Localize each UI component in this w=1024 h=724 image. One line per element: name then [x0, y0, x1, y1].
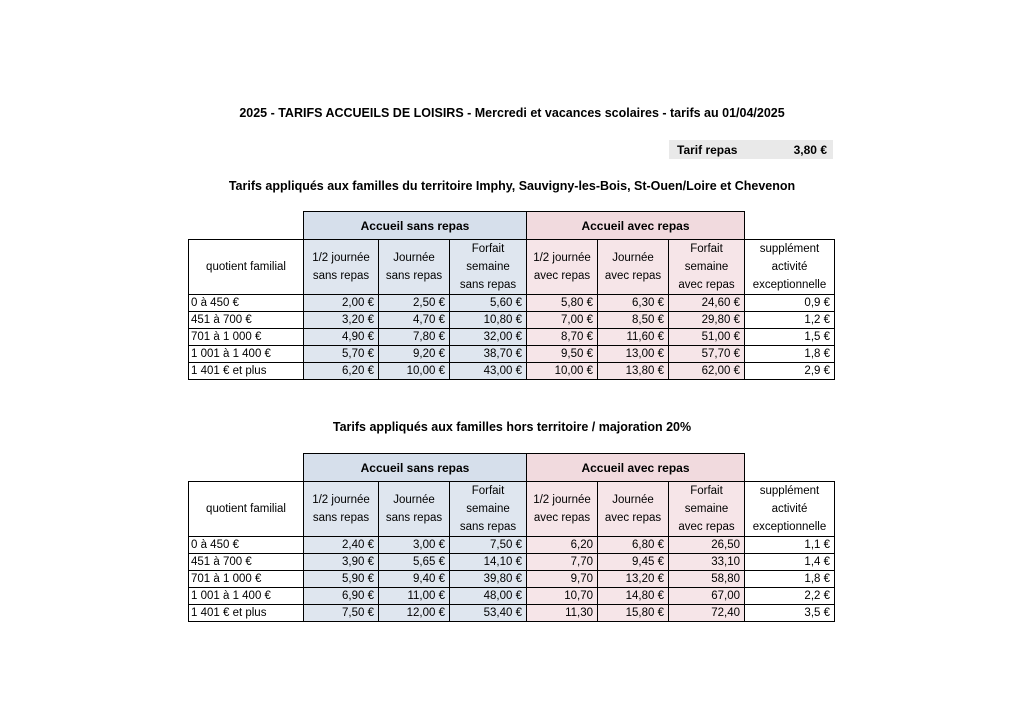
price-cell: 39,80 €	[450, 571, 527, 588]
header-line: Forfait	[690, 485, 723, 497]
price-cell: 4,70 €	[379, 312, 450, 329]
header-line: supplément	[759, 485, 820, 497]
meal-price-value: 3,80 €	[793, 143, 827, 157]
header-line: Journée	[612, 494, 654, 506]
group-header-no-meal: Accueil sans repas	[304, 454, 527, 482]
header-line: avec repas	[533, 512, 591, 524]
price-cell: 67,00	[669, 588, 745, 605]
price-cell: 7,80 €	[379, 329, 450, 346]
header-day-no-meal	[379, 482, 450, 537]
price-cell: 2,9 €	[745, 363, 835, 380]
table-row	[189, 571, 835, 588]
header-week-meal	[669, 240, 745, 295]
quotient-cell: 1 401 € et plus	[189, 605, 304, 622]
quotient-cell: 0 à 450 €	[189, 537, 304, 554]
header-line: semaine	[684, 503, 729, 515]
price-cell: 26,50	[669, 537, 745, 554]
header-line: sans repas	[459, 279, 517, 291]
table-row	[189, 329, 835, 346]
header-line: semaine	[466, 261, 510, 273]
price-cell: 1,4 €	[745, 554, 835, 571]
price-cell: 48,00 €	[450, 588, 527, 605]
table-row	[189, 363, 835, 380]
group-header-with-meal: Accueil avec repas	[527, 212, 745, 240]
header-line: Journée	[612, 252, 654, 264]
price-cell: 2,2 €	[745, 588, 835, 605]
meal-price-label: Tarif repas	[677, 143, 738, 157]
price-cell: 9,45 €	[598, 554, 669, 571]
quotient-cell: 1 401 € et plus	[189, 363, 304, 380]
price-cell: 5,90 €	[304, 571, 379, 588]
price-cell: 10,00 €	[527, 363, 598, 380]
price-cell: 62,00 €	[669, 363, 745, 380]
price-cell: 5,80 €	[527, 295, 598, 312]
group-header-with-meal: Accueil avec repas	[527, 454, 745, 482]
header-half-day-no-meal	[304, 240, 379, 295]
header-line: Journée	[393, 252, 435, 264]
header-line: exceptionnelle	[752, 521, 827, 533]
price-cell: 32,00 €	[450, 329, 527, 346]
price-cell: 24,60 €	[669, 295, 745, 312]
price-cell: 9,40 €	[379, 571, 450, 588]
price-cell: 7,70	[527, 554, 598, 571]
price-cell: 1,2 €	[745, 312, 835, 329]
header-half-day-meal	[527, 482, 598, 537]
meal-price-box	[669, 140, 833, 159]
table-row	[189, 554, 835, 571]
quotient-cell: 451 à 700 €	[189, 312, 304, 329]
header-week-no-meal	[450, 482, 527, 537]
price-cell: 5,60 €	[450, 295, 527, 312]
group-header-no-meal: Accueil sans repas	[304, 212, 527, 240]
table-row	[189, 346, 835, 363]
price-cell: 6,20	[527, 537, 598, 554]
header-day-meal	[598, 482, 669, 537]
table-row	[189, 295, 835, 312]
header-line: supplément	[759, 243, 820, 255]
header-line: Journée	[393, 494, 435, 506]
quotient-cell: 701 à 1 000 €	[189, 571, 304, 588]
header-line: sans repas	[385, 270, 443, 282]
header-quotient-familial: quotient familial	[189, 482, 304, 537]
price-cell: 51,00 €	[669, 329, 745, 346]
header-line: sans repas	[385, 512, 443, 524]
price-cell: 2,00 €	[304, 295, 379, 312]
price-cell: 14,80 €	[598, 588, 669, 605]
price-cell: 13,20 €	[598, 571, 669, 588]
price-cell: 1,5 €	[745, 329, 835, 346]
price-cell: 6,80 €	[598, 537, 669, 554]
price-cell: 0,9 €	[745, 295, 835, 312]
price-cell: 5,65 €	[379, 554, 450, 571]
table2-subtitle: Tarifs appliqués aux familles hors territoire / majoration 20%	[332, 420, 692, 434]
header-line: Forfait	[690, 243, 723, 255]
header-extra-activity	[745, 240, 835, 295]
header-line: Forfait	[471, 243, 505, 255]
price-cell: 9,50 €	[527, 346, 598, 363]
price-cell: 15,80 €	[598, 605, 669, 622]
price-cell: 11,60 €	[598, 329, 669, 346]
header-week-meal	[669, 482, 745, 537]
header-extra-activity	[745, 482, 835, 537]
price-cell: 1,8 €	[745, 346, 835, 363]
header-line: semaine	[466, 503, 510, 515]
price-cell: 4,90 €	[304, 329, 379, 346]
price-cell: 2,40 €	[304, 537, 379, 554]
price-cell: 13,00 €	[598, 346, 669, 363]
page-title: 2025 - TARIFS ACCUEILS DE LOISIRS - Mercredi et vacances scolaires - tarifs au 01/04/2025	[239, 106, 785, 120]
table-row	[189, 312, 835, 329]
price-cell: 3,5 €	[745, 605, 835, 622]
quotient-cell: 1 001 à 1 400 €	[189, 346, 304, 363]
header-line: 1/2 journée	[533, 494, 591, 506]
header-line: 1/2 journée	[312, 494, 370, 506]
header-line: avec repas	[604, 512, 662, 524]
price-cell: 43,00 €	[450, 363, 527, 380]
header-line: Forfait	[471, 485, 505, 497]
quotient-cell: 451 à 700 €	[189, 554, 304, 571]
price-cell: 6,20 €	[304, 363, 379, 380]
price-cell: 1,8 €	[745, 571, 835, 588]
tariff-table-outside	[188, 453, 835, 622]
price-cell: 57,70 €	[669, 346, 745, 363]
price-cell: 9,20 €	[379, 346, 450, 363]
header-line: avec repas	[604, 270, 662, 282]
header-quotient-familial: quotient familial	[189, 240, 304, 295]
price-cell: 38,70 €	[450, 346, 527, 363]
table-row	[189, 588, 835, 605]
price-cell: 10,00 €	[379, 363, 450, 380]
header-line: sans repas	[312, 512, 370, 524]
header-line: sans repas	[459, 521, 517, 533]
header-line: semaine	[684, 261, 729, 273]
table-row	[189, 537, 835, 554]
price-cell: 11,30	[527, 605, 598, 622]
header-line: 1/2 journée	[312, 252, 370, 264]
price-cell: 11,00 €	[379, 588, 450, 605]
table1-subtitle: Tarifs appliqués aux familles du territoire Imphy, Sauvigny-les-Bois, St-Ouen/Loire et Chevenon	[228, 179, 796, 193]
header-half-day-meal	[527, 240, 598, 295]
price-cell: 7,50 €	[304, 605, 379, 622]
price-cell: 10,80 €	[450, 312, 527, 329]
header-half-day-no-meal	[304, 482, 379, 537]
price-cell: 33,10	[669, 554, 745, 571]
quotient-cell: 1 001 à 1 400 €	[189, 588, 304, 605]
price-cell: 13,80 €	[598, 363, 669, 380]
price-cell: 29,80 €	[669, 312, 745, 329]
quotient-cell: 701 à 1 000 €	[189, 329, 304, 346]
price-cell: 72,40	[669, 605, 745, 622]
price-cell: 3,90 €	[304, 554, 379, 571]
header-line: 1/2 journée	[533, 252, 591, 264]
price-cell: 2,50 €	[379, 295, 450, 312]
header-line: avec repas	[678, 521, 735, 533]
table-row	[189, 605, 835, 622]
header-line: avec repas	[533, 270, 591, 282]
price-cell: 8,50 €	[598, 312, 669, 329]
price-cell: 8,70 €	[527, 329, 598, 346]
header-line: sans repas	[312, 270, 370, 282]
header-day-meal	[598, 240, 669, 295]
header-line: avec repas	[678, 279, 735, 291]
header-day-no-meal	[379, 240, 450, 295]
header-line: activité	[771, 503, 808, 515]
price-cell: 12,00 €	[379, 605, 450, 622]
tariff-table-territory	[188, 211, 835, 380]
price-cell: 1,1 €	[745, 537, 835, 554]
header-line: activité	[771, 261, 808, 273]
price-cell: 3,20 €	[304, 312, 379, 329]
price-cell: 7,00 €	[527, 312, 598, 329]
quotient-cell: 0 à 450 €	[189, 295, 304, 312]
price-cell: 7,50 €	[450, 537, 527, 554]
price-cell: 10,70	[527, 588, 598, 605]
price-cell: 5,70 €	[304, 346, 379, 363]
price-cell: 6,30 €	[598, 295, 669, 312]
header-week-no-meal	[450, 240, 527, 295]
price-cell: 14,10 €	[450, 554, 527, 571]
header-line: exceptionnelle	[752, 279, 827, 291]
price-cell: 6,90 €	[304, 588, 379, 605]
price-cell: 9,70	[527, 571, 598, 588]
price-cell: 53,40 €	[450, 605, 527, 622]
price-cell: 58,80	[669, 571, 745, 588]
price-cell: 3,00 €	[379, 537, 450, 554]
